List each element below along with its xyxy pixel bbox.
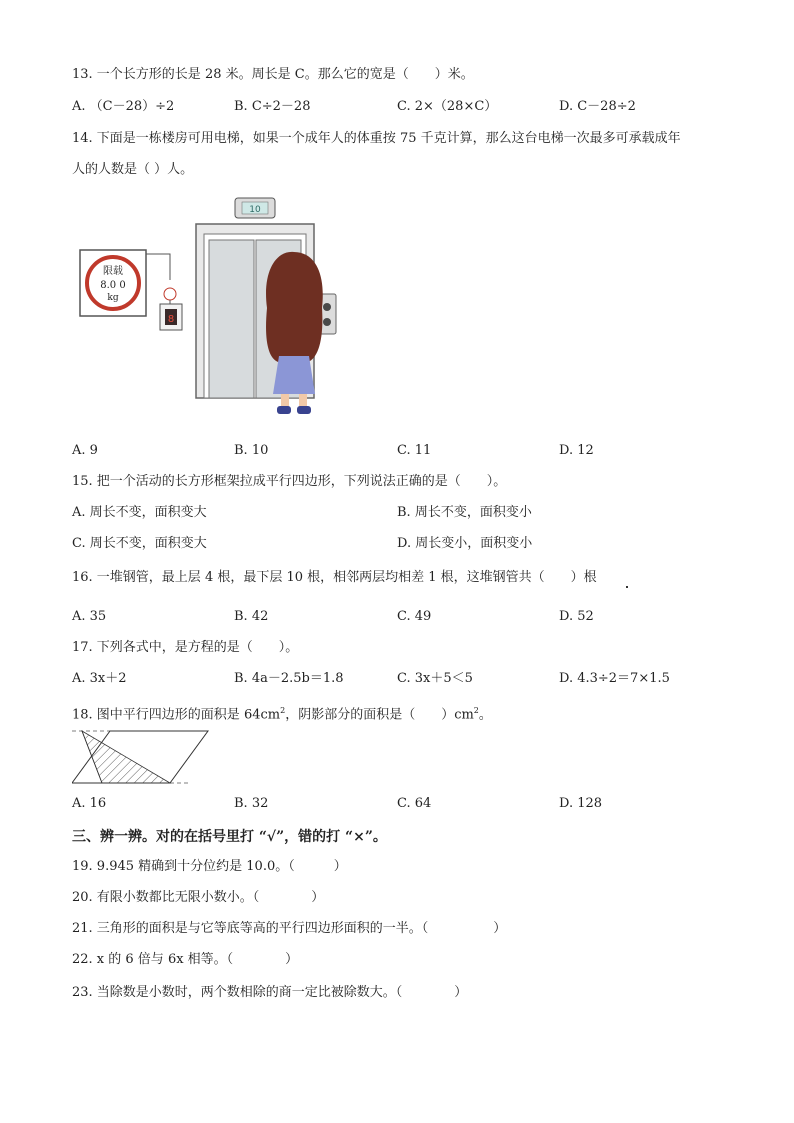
q15-option-d: D. 周长变小，面积变小 <box>397 536 533 551</box>
q18-option-a: A. 16 <box>72 796 107 811</box>
question-15-text: 15. 把一个活动的长方形框架拉成平行四边形，下列说法正确的是（ ）。 <box>72 474 507 489</box>
elevator-down-button <box>323 318 331 326</box>
question-17-options <box>72 670 722 688</box>
q16-option-d: D. 52 <box>559 609 594 624</box>
floor-number-text: 10 <box>249 205 261 215</box>
tf-question-23: 23. 当除数是小数时，两个数相除的商一定比被除数大。（ ） <box>72 985 468 1000</box>
question-14-line-2: 人的人数是（ ）人。 <box>72 162 194 177</box>
q15-option-b: B. 周长不变，面积变小 <box>397 505 532 520</box>
q13-option-d: D. C－28÷2 <box>559 99 636 114</box>
q18-sup-1: 2 <box>280 706 286 715</box>
elevator-up-button <box>323 303 331 311</box>
question-16-options <box>72 608 722 626</box>
girl-figure <box>266 252 323 414</box>
question-16-text: 16. 一堆钢管，最上层 4 根，最下层 10 根，相邻两层均相差 1 根，这堆钢管共（ ）根 <box>72 570 597 585</box>
tf-question-21: 21. 三角形的面积是与它等底等高的平行四边形面积的一半。（ ） <box>72 921 507 936</box>
elevator-door-left <box>209 240 254 398</box>
q17-option-d: D. 4.3÷2＝7×1.5 <box>559 671 670 686</box>
q18-text-part-b: ，阴影部分的面积是（ ）cm <box>285 707 474 723</box>
tf-question-20: 20. 有限小数都比无限小数小。（ ） <box>72 890 325 905</box>
q13-option-c: C. 2×（28×C） <box>397 99 498 114</box>
elevator-illustration <box>72 190 372 430</box>
parallelogram-diagram <box>72 726 217 788</box>
q18-text-end: 。 <box>478 707 492 723</box>
question-17-text: 17. 下列各式中，是方程的是（ ）。 <box>72 640 299 655</box>
q16-option-a: A. 35 <box>72 609 107 624</box>
tf-question-19: 19. 9.945 精确到十分位约是 10.0。（ ） <box>72 859 347 874</box>
q17-option-a: A. 3x＋2 <box>72 671 127 686</box>
question-14-line-1: 14. 下面是一栋楼房可用电梯，如果一个成年人的体重按 75 千克计算，那么这台电梯一次最多可承载成年 <box>72 131 681 146</box>
connector-knob <box>164 288 176 300</box>
shaded-triangle <box>82 731 170 783</box>
question-15-options-row-1 <box>72 504 722 522</box>
question-18-options <box>72 795 722 813</box>
q18-text-part-a: 18. 图中平行四边形的面积是 64cm <box>72 707 281 723</box>
q14-option-b: B. 10 <box>234 443 269 458</box>
question-15-options-row-2 <box>72 535 722 553</box>
q16-option-b: B. 42 <box>234 609 269 624</box>
sign-top-text: 限载 <box>103 266 123 277</box>
q16-end-dot <box>626 586 628 588</box>
q16-option-c: C. 49 <box>397 609 432 624</box>
elevator-figure <box>72 190 372 434</box>
question-18-text <box>72 702 492 724</box>
question-14-options <box>72 442 722 460</box>
q17-option-c: C. 3x＋5＜5 <box>397 671 473 686</box>
q14-option-a: A. 9 <box>72 443 98 458</box>
q18-sup-2: 2 <box>473 706 479 715</box>
panel-display-text: 8 <box>167 314 175 325</box>
q18-option-b: B. 32 <box>234 796 269 811</box>
q18-option-c: C. 64 <box>397 796 432 811</box>
q15-option-c: C. 周长不变，面积变大 <box>72 536 207 551</box>
sign-number-text: 8.0 0 <box>100 280 126 291</box>
sign-unit-text: kg <box>107 293 119 303</box>
section-3-heading: 三、辨一辨。对的在括号里打 “√”，错的打 “×”。 <box>72 829 387 845</box>
tf-question-22: 22. x 的 6 倍与 6x 相等。（ ） <box>72 952 299 967</box>
question-13-options <box>72 98 722 116</box>
q14-option-c: C. 11 <box>397 443 432 458</box>
question-13-text: 13. 一个长方形的长是 28 米。周长是 C。那么它的宽是（ ）米。 <box>72 67 474 82</box>
q17-option-b: B. 4a－2.5b＝1.8 <box>234 671 344 686</box>
parallelogram-figure <box>72 726 217 792</box>
q13-option-a: A. （C－28）÷2 <box>72 99 175 114</box>
sign-connector <box>146 254 170 280</box>
q13-option-b: B. C÷2－28 <box>234 99 311 114</box>
q15-option-a: A. 周长不变，面积变大 <box>72 505 207 520</box>
q14-option-d: D. 12 <box>559 443 594 458</box>
q18-option-d: D. 128 <box>559 796 603 811</box>
